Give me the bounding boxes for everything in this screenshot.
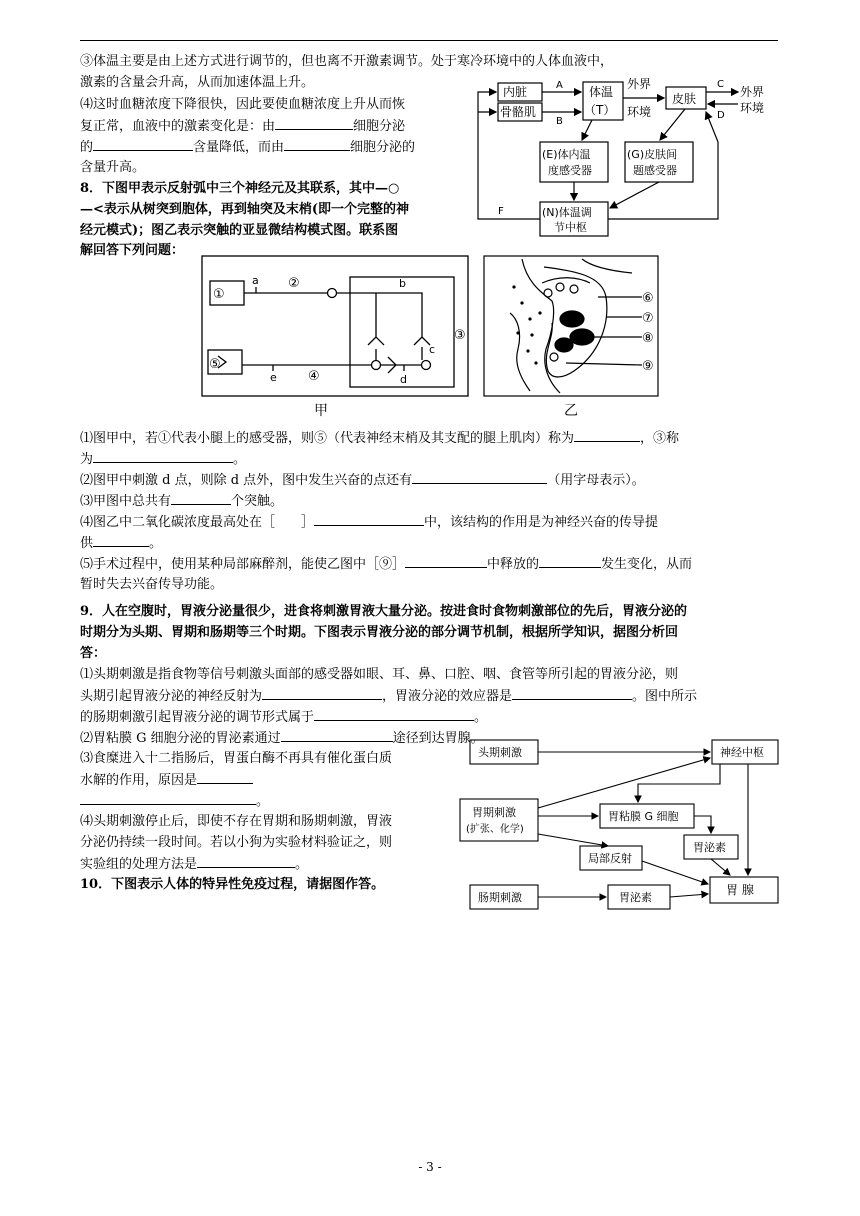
text: ⑵图甲中刺激 d 点，则除 d 点外，图中发生兴奋的点还有 — [80, 473, 413, 488]
q10-stem: 10．下图表示人体的特异性免疫过程，请据图作答。 — [80, 877, 385, 892]
q9-stem: 9．人在空腹时，胃液分泌量很少，进食将刺激胃液大量分泌。按进食时食物刺激部位的先后，胃液分泌的 — [80, 604, 688, 619]
mitochondrion — [560, 311, 584, 327]
text: 水解的作用，原因是 — [80, 773, 198, 788]
skin-receptor-label: 题感受器 — [633, 164, 677, 177]
gastric-phase-sublabel: (扩张、化学) — [466, 824, 524, 835]
environment-label: 外界 — [627, 77, 652, 91]
q9-sub3-cont — [80, 790, 269, 812]
label-3: ③ — [454, 328, 466, 343]
text: 发生变化，从而 — [601, 557, 693, 572]
gastrin-label: 胃泌素 — [693, 841, 726, 854]
point-e: e — [270, 371, 277, 384]
text: 复正常，血液中的激素变化是：由 — [80, 119, 276, 134]
q9-sub1-cont — [80, 685, 697, 707]
text: 个突触。 — [231, 494, 284, 509]
q9-sub1: ⑴头期刺激是指食物等信号刺激头面部的感受器如眼、耳、鼻、口腔、咽、食管等所引起的胃液分泌，则 — [80, 667, 679, 682]
answer-blank[interactable] — [197, 769, 253, 784]
answer-blank[interactable] — [197, 853, 295, 868]
text: ⑶甲图中总共有 — [80, 494, 172, 509]
gastric-phase-label: 胃期刺激 — [472, 806, 516, 819]
q7-text: 含量升高。 — [80, 160, 146, 175]
neuron-cell-body — [328, 289, 337, 298]
q8-sub3 — [80, 490, 283, 512]
label-7: ⑦ — [642, 311, 654, 326]
text: 中，该结构的作用是为神经兴奋的传导提 — [424, 515, 659, 530]
q7-blank-line — [80, 136, 415, 158]
text: 含量降低，而由 — [193, 140, 285, 155]
synapse-figure — [482, 253, 662, 421]
environment-label: 外界 — [740, 85, 765, 99]
text: ⑸手术过程中，使用某种局部麻醉剂，能使乙图中［⑨］ — [80, 557, 406, 572]
text: 的 — [80, 140, 94, 155]
answer-blank[interactable] — [574, 427, 640, 442]
text: （用字母表示）。 — [547, 473, 645, 488]
intestinal-phase-label: 肠期刺激 — [478, 891, 522, 904]
environment-label: 环境 — [740, 101, 765, 115]
gastric-secretion-diagram — [458, 734, 782, 916]
arrow-label-d: D — [717, 110, 725, 121]
q8-stem: 经元模式)；图乙表示突触的亚显微结构模式图。联系图 — [80, 223, 399, 238]
answer-blank[interactable] — [93, 532, 149, 547]
answer-blank[interactable] — [512, 685, 632, 700]
answer-blank[interactable] — [80, 790, 256, 805]
text: ，③称 — [640, 431, 680, 446]
q8-sub4-cont — [80, 532, 162, 554]
q9-sub4: 分泌仍持续一段时间。若以小狗为实验材料验证之，则 — [80, 835, 393, 850]
label-8: ⑧ — [642, 331, 654, 346]
thermoregulation-diagram — [470, 74, 780, 240]
arrow-label-c: C — [717, 79, 724, 90]
text: ⑷图乙中二氧化碳浓度最高处在［ ］ — [80, 515, 315, 530]
point-a: a — [252, 274, 259, 287]
q8-sub5-cont: 暂时失去兴奋传导功能。 — [80, 577, 224, 592]
neuron-cell-body — [422, 361, 431, 370]
q8-stem: 解回答下列问题： — [80, 243, 185, 258]
point-b: b — [399, 277, 406, 290]
arrow-label-a: A — [556, 80, 563, 91]
header-rule — [80, 40, 778, 41]
text: ⑵胃粘膜 G 细胞分泌的胃泌素通过 — [80, 731, 281, 746]
head-phase-label: 头期刺激 — [478, 746, 522, 759]
viscera-label: 内脏 — [503, 85, 528, 99]
body-temp-label: 体温 — [589, 85, 614, 99]
q8-sub1 — [80, 427, 679, 449]
skin-label: 皮肤 — [672, 92, 697, 106]
text: 。 — [149, 536, 163, 551]
q7-text: ⑷这时血糖浓度下降很快，因此要使血糖浓度上升从而恢 — [80, 97, 406, 112]
point-d: d — [400, 373, 407, 386]
internal-receptor-label: (E)体内温 — [542, 148, 591, 161]
gastrin-label-2: 胃泌素 — [619, 891, 652, 904]
mitochondrion — [555, 338, 573, 352]
q9-stem: 时期分为头期、胃期和肠期等三个时期。下图表示胃液分泌的部分调节机制，根据所学知识，据图分析回 — [80, 625, 679, 640]
q9-sub3-cont — [80, 769, 253, 791]
body-temp-symbol: （T） — [584, 103, 616, 117]
text: 供 — [80, 536, 94, 551]
label-2: ② — [288, 276, 300, 291]
skin-receptor-label: (G)皮肤间 — [627, 148, 678, 161]
local-reflex-label: 局部反射 — [588, 852, 632, 865]
q9-sub2 — [80, 727, 484, 749]
g-cell-label: 胃粘膜 G 细胞 — [608, 810, 679, 823]
answer-blank[interactable] — [281, 727, 393, 742]
text: 。 — [474, 710, 488, 725]
label-9: ⑨ — [642, 359, 654, 374]
text: 实验组的处理方法是 — [80, 857, 198, 872]
arrow-label-f: F — [498, 206, 504, 217]
arrow-label-b: B — [556, 116, 563, 127]
label-5: ⑤ — [209, 357, 221, 372]
q8-sub4 — [80, 511, 658, 533]
text: ⑴图甲中，若①代表小腿上的感受器，则⑤（代表神经末梢及其支配的腿上肌肉）称为 — [80, 431, 575, 446]
text: 细胞分泌 — [353, 119, 406, 134]
q8-sub2 — [80, 469, 645, 491]
q8-sub5 — [80, 553, 692, 575]
gastric-gland-label: 胃 腺 — [726, 883, 754, 897]
text: ，胃液分泌的效应器是 — [382, 689, 513, 704]
label-4: ④ — [308, 369, 320, 384]
figure-caption-jia: 甲 — [314, 403, 328, 419]
answer-blank[interactable] — [284, 136, 350, 151]
text: 为 — [80, 452, 94, 467]
answer-blank[interactable] — [275, 115, 353, 130]
text: 中释放的 — [487, 557, 540, 572]
q9-sub4: ⑷头期刺激停止后，即使不存在胃期和肠期刺激，胃液 — [80, 814, 393, 829]
muscle-label: 骨骼肌 — [500, 105, 537, 119]
neuron-cell-body — [372, 361, 381, 370]
q7-text: ③体温主要是由上述方式进行调节的，但也离不开激素调节。处于寒冷环境中的人体血液中， — [80, 54, 614, 69]
q8-stem: 8．下图甲表示反射弧中三个神经元及其联系，其中—○ — [80, 181, 400, 196]
answer-blank[interactable] — [412, 469, 547, 484]
q9-sub4-cont — [80, 853, 308, 875]
figure-caption-yi: 乙 — [564, 403, 578, 419]
answer-blank[interactable] — [314, 511, 424, 526]
point-c: c — [429, 343, 436, 356]
thermo-center-label: (N)体温调 — [542, 206, 592, 219]
text: 的肠期刺激引起胃液分泌的调节形式属于 — [80, 710, 315, 725]
q9-stem: 答： — [80, 646, 107, 661]
answer-blank[interactable] — [314, 706, 474, 721]
text: 细胞分泌的 — [350, 140, 416, 155]
answer-blank[interactable] — [93, 448, 233, 463]
label-6: ⑥ — [642, 291, 654, 306]
text: 头期引起胃液分泌的神经反射为 — [80, 689, 263, 704]
answer-blank[interactable] — [171, 490, 231, 505]
answer-blank[interactable] — [405, 553, 487, 568]
environment-label: 环境 — [627, 105, 652, 119]
answer-blank[interactable] — [539, 553, 601, 568]
reflex-arc-figure — [200, 253, 472, 421]
internal-receptor-label: 度感受器 — [548, 164, 592, 177]
page-number: - 3 - — [418, 1160, 442, 1174]
q7-text: 激素的含量会升高，从而加速体温上升。 — [80, 75, 315, 90]
text: 。图中所示 — [632, 689, 698, 704]
text: 。 — [233, 452, 247, 467]
q8-sub1-cont — [80, 448, 246, 470]
label-1: ① — [213, 287, 225, 302]
q9-sub1-cont — [80, 706, 487, 728]
text: 。 — [256, 794, 270, 809]
thermo-center-label: 节中枢 — [554, 221, 587, 234]
answer-blank[interactable] — [262, 685, 382, 700]
text: 。 — [295, 857, 309, 872]
q7-blank-line — [80, 115, 405, 137]
q9-sub3: ⑶食糜进入十二指肠后，胃蛋白酶不再具有催化蛋白质 — [80, 751, 393, 766]
nerve-center-label: 神经中枢 — [720, 746, 764, 759]
q8-stem: —<表示从树突到胞体，再到轴突及末梢(即一个完整的神 — [80, 202, 410, 217]
answer-blank[interactable] — [93, 136, 193, 151]
text: 途径到达胃腺。 — [392, 731, 484, 746]
